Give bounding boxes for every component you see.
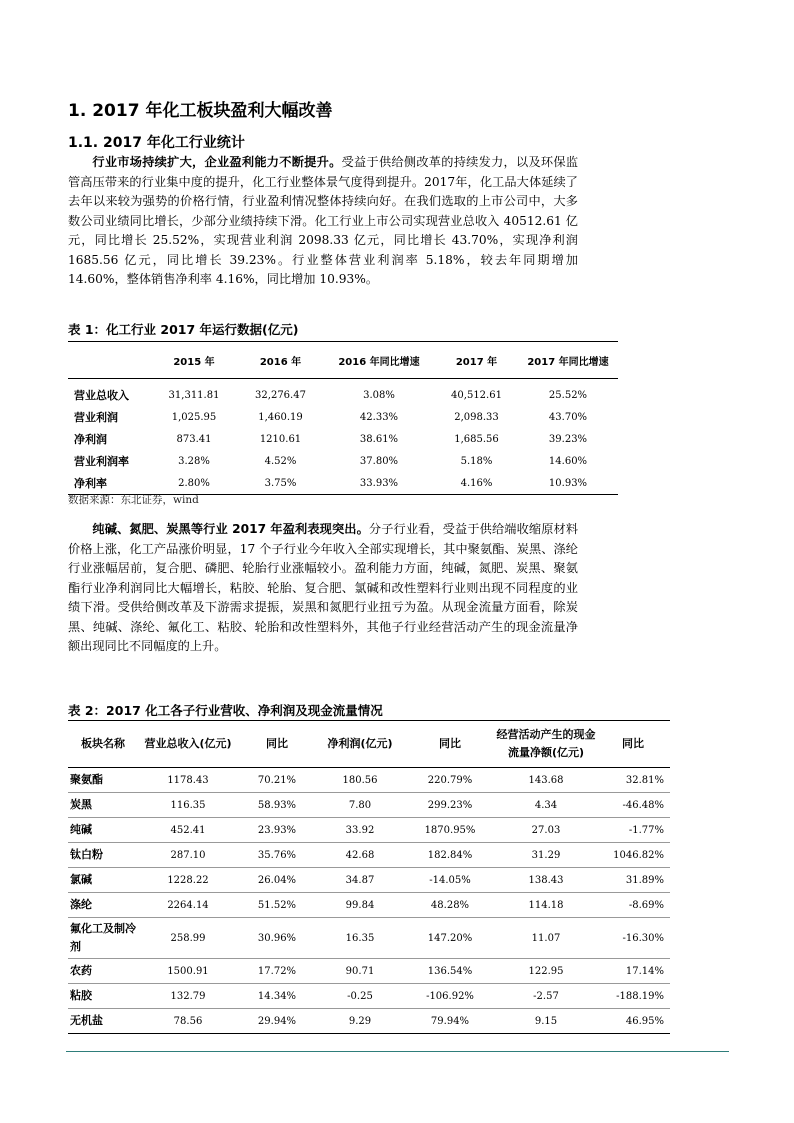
- row-label-cell: 纯碱: [68, 818, 138, 843]
- value-cell: 258.99: [138, 918, 238, 959]
- value-cell: 37.80%: [359, 455, 399, 467]
- value-cell: 138.43: [496, 868, 596, 893]
- value-cell: 1228.22: [138, 868, 238, 893]
- value-cell: 10.93%: [518, 472, 618, 495]
- table-row: [68, 768, 670, 793]
- table-row: [68, 984, 670, 1009]
- value-cell: 114.18: [496, 893, 596, 918]
- value-cell: 17.72%: [238, 959, 316, 984]
- table1-header-cell: 2017 年: [435, 342, 518, 379]
- value-cell: -0.25: [316, 984, 404, 1009]
- table1-caption: 表 1：化工行业 2017 年运行数据(亿元): [68, 322, 299, 337]
- table2-header-cell: 板块名称: [68, 721, 138, 768]
- table-row: [68, 843, 670, 868]
- table1-header-cell: 2016 年: [238, 342, 323, 379]
- row-label-cell: 钛白粉: [68, 843, 138, 868]
- value-cell: 58.93%: [238, 793, 316, 818]
- value-cell: 43.70%: [548, 411, 588, 423]
- table1-header-cell: 2016 年同比增速: [323, 342, 435, 379]
- value-cell: 30.96%: [238, 918, 316, 959]
- subsector-paragraph: [68, 520, 578, 657]
- value-cell: 143.68: [496, 768, 596, 793]
- value-cell: 48.28%: [404, 893, 496, 918]
- value-cell: 182.84%: [404, 843, 496, 868]
- table1-header-row: [68, 342, 618, 379]
- table-row: [68, 818, 670, 843]
- value-cell: 147.20%: [404, 918, 496, 959]
- table2-header-cell: 同比: [238, 721, 316, 768]
- value-cell: 29.94%: [238, 1009, 316, 1034]
- value-cell: 99.84: [316, 893, 404, 918]
- footer-divider: [66, 1051, 729, 1052]
- value-cell: 1,025.95: [171, 411, 217, 423]
- table1-header-cell: [68, 342, 150, 379]
- row-label-cell: 氟化工及制冷剂: [68, 918, 138, 959]
- value-cell: 287.10: [138, 843, 238, 868]
- row-label-cell: 粘胶: [68, 984, 138, 1009]
- value-cell: 79.94%: [404, 1009, 496, 1034]
- table-row: [68, 450, 618, 472]
- subsection-heading: 1.1. 2017 年化工行业统计: [68, 135, 245, 151]
- value-cell: 4.34: [496, 793, 596, 818]
- table2-header-cell: 同比: [596, 721, 670, 768]
- subsector-table: [68, 720, 670, 1034]
- row-label-cell: 营业总收入: [74, 389, 129, 402]
- value-cell: 1870.95%: [404, 818, 496, 843]
- table2-caption: 表 2：2017 化工各子行业营收、净利润及现金流量情况: [68, 703, 383, 718]
- value-cell: 46.95%: [596, 1009, 670, 1034]
- table2-header-row: [68, 721, 670, 768]
- value-cell: 116.35: [138, 793, 238, 818]
- row-label-cell: 涤纶: [68, 893, 138, 918]
- table-row: [68, 428, 618, 450]
- value-cell: 42.33%: [359, 411, 399, 423]
- value-cell: 27.03: [496, 818, 596, 843]
- value-cell: 32.81%: [596, 768, 670, 793]
- value-cell: 34.87: [316, 868, 404, 893]
- table1-header-cell: 2015 年: [150, 342, 238, 379]
- value-cell: 1046.82%: [596, 843, 670, 868]
- value-cell: -16.30%: [596, 918, 670, 959]
- table-row: [68, 793, 670, 818]
- value-cell: 33.93%: [323, 472, 435, 495]
- table-row: [68, 893, 670, 918]
- value-cell: 9.15: [496, 1009, 596, 1034]
- table2-header-cell: 经营活动产生的现金流量净额(亿元): [496, 721, 596, 768]
- table-row: [68, 918, 670, 959]
- value-cell: 33.92: [316, 818, 404, 843]
- value-cell: -46.48%: [596, 793, 670, 818]
- value-cell: 3.28%: [178, 455, 210, 467]
- value-cell: 873.41: [176, 433, 212, 445]
- value-cell: 3.08%: [363, 389, 395, 401]
- value-cell: 31.29: [496, 843, 596, 868]
- value-cell: 1210.61: [259, 433, 302, 445]
- row-label-cell: 净利润: [74, 433, 107, 446]
- table2-header-cell: 同比: [404, 721, 496, 768]
- value-cell: 1500.91: [138, 959, 238, 984]
- value-cell: 220.79%: [404, 768, 496, 793]
- value-cell: 132.79: [138, 984, 238, 1009]
- value-cell: 17.14%: [596, 959, 670, 984]
- value-cell: 40,512.61: [451, 389, 502, 401]
- value-cell: 32,276.47: [255, 389, 306, 401]
- row-label-cell: 聚氨酯: [68, 768, 138, 793]
- intro-lead: 行业市场持续扩大，企业盈利能力不断提升。: [92, 155, 342, 169]
- value-cell: 1,685.56: [454, 433, 499, 445]
- subsector-body: 分子行业看，受益于供给端收缩原材料价格上涨，化工产品涨价明显，17 个子行业今年收入全部实现增长，其中聚氨酯、炭黑、涤纶行业涨幅居前，复合肥、磷肥、轮胎行业涨幅较小。盈利能力方面，纯碱，氮肥、炭黑、聚氨酯行业净利润同比大幅增长，粘胶、轮胎、复合肥、氯碱和改性塑料行业则出现不同程度的业绩下滑。受供给侧改革及下游需求提振，炭黑和氮肥行业扭亏为盈。从现金流量方面看，除炭黑、纯碱、涤纶、氟化工、粘胶、轮胎和改性塑料外，其他子行业经营活动产生的现金流量净额出现同比不同幅度的上升。: [68, 522, 579, 653]
- value-cell: 3.75%: [238, 472, 323, 495]
- value-cell: -8.69%: [596, 893, 670, 918]
- value-cell: -1.77%: [596, 818, 670, 843]
- value-cell: 1178.43: [138, 768, 238, 793]
- table2-header-cell: 营业总收入(亿元): [138, 721, 238, 768]
- value-cell: 452.41: [138, 818, 238, 843]
- row-label-cell: 无机盐: [68, 1009, 138, 1034]
- value-cell: 4.52%: [264, 455, 297, 467]
- row-label-cell: 营业利润: [74, 411, 118, 424]
- value-cell: 70.21%: [238, 768, 316, 793]
- row-label-cell: 炭黑: [68, 793, 138, 818]
- table2-header-cell: 净利润(亿元): [316, 721, 404, 768]
- value-cell: 14.34%: [238, 984, 316, 1009]
- intro-paragraph: [68, 153, 578, 290]
- value-cell: 299.23%: [404, 793, 496, 818]
- value-cell: 5.18%: [460, 455, 493, 467]
- table-row: [68, 1009, 670, 1034]
- value-cell: 38.61%: [359, 433, 399, 445]
- value-cell: 23.93%: [238, 818, 316, 843]
- table1-header-cell: 2017 年同比增速: [518, 342, 618, 379]
- value-cell: 9.29: [316, 1009, 404, 1034]
- value-cell: 26.04%: [238, 868, 316, 893]
- value-cell: 14.60%: [548, 455, 588, 467]
- value-cell: 1,460.19: [258, 411, 303, 423]
- intro-body: 受益于供给侧改革的持续发力，以及环保监管高压带来的行业集中度的提升，化工行业整体景气度得到提升。2017年，化工品大体延续了去年以来较为强势的价格行情，行业盈利情况整体持续向好。在我们选取的上市公司中，大多数公司业绩同比增长，少部分业绩持续下滑。化工行业上市公司实现营业总收入 40512.61 亿元，同比增长 25.52%，实现营业利润 2098.33 亿元，同比增长 43.70%，实现净利润 1685.56 亿元，同比增长 39.23%。行业整体营业利润率 5.18%，较去年同期增加 14.60%，整体销售净利率 4.16%，同比增加 10.93%。: [68, 155, 579, 286]
- value-cell: 11.07: [496, 918, 596, 959]
- value-cell: 90.71: [316, 959, 404, 984]
- value-cell: 136.54%: [404, 959, 496, 984]
- value-cell: 25.52%: [548, 389, 588, 401]
- value-cell: -2.57: [496, 984, 596, 1009]
- subsector-lead: 纯碱、氮肥、炭黑等行业 2017 年盈利表现突出。: [92, 522, 369, 536]
- table-row: [68, 406, 618, 428]
- value-cell: 39.23%: [548, 433, 588, 445]
- value-cell: 2.80%: [150, 472, 238, 495]
- row-label-cell: 农药: [68, 959, 138, 984]
- value-cell: 42.68: [316, 843, 404, 868]
- value-cell: 31,311.81: [168, 389, 220, 401]
- value-cell: 51.52%: [238, 893, 316, 918]
- value-cell: 122.95: [496, 959, 596, 984]
- table-row: [68, 959, 670, 984]
- section-heading: 1. 2017 年化工板块盈利大幅改善: [68, 101, 333, 121]
- value-cell: 4.16%: [435, 472, 518, 495]
- value-cell: -106.92%: [404, 984, 496, 1009]
- value-cell: 180.56: [316, 768, 404, 793]
- value-cell: 7.80: [316, 793, 404, 818]
- value-cell: 78.56: [138, 1009, 238, 1034]
- row-label-cell: 净利率: [68, 472, 150, 495]
- value-cell: -14.05%: [404, 868, 496, 893]
- industry-operation-table: [68, 341, 618, 495]
- table-row: [68, 379, 618, 407]
- row-label-cell: 营业利润率: [74, 455, 129, 468]
- value-cell: 35.76%: [238, 843, 316, 868]
- value-cell: 16.35: [316, 918, 404, 959]
- value-cell: -188.19%: [596, 984, 670, 1009]
- value-cell: 2,098.33: [454, 411, 499, 423]
- value-cell: 2264.14: [138, 893, 238, 918]
- table-row: [68, 868, 670, 893]
- data-source-note: 数据来源：东北证券，wind: [68, 494, 199, 506]
- value-cell: 31.89%: [596, 868, 670, 893]
- row-label-cell: 氯碱: [68, 868, 138, 893]
